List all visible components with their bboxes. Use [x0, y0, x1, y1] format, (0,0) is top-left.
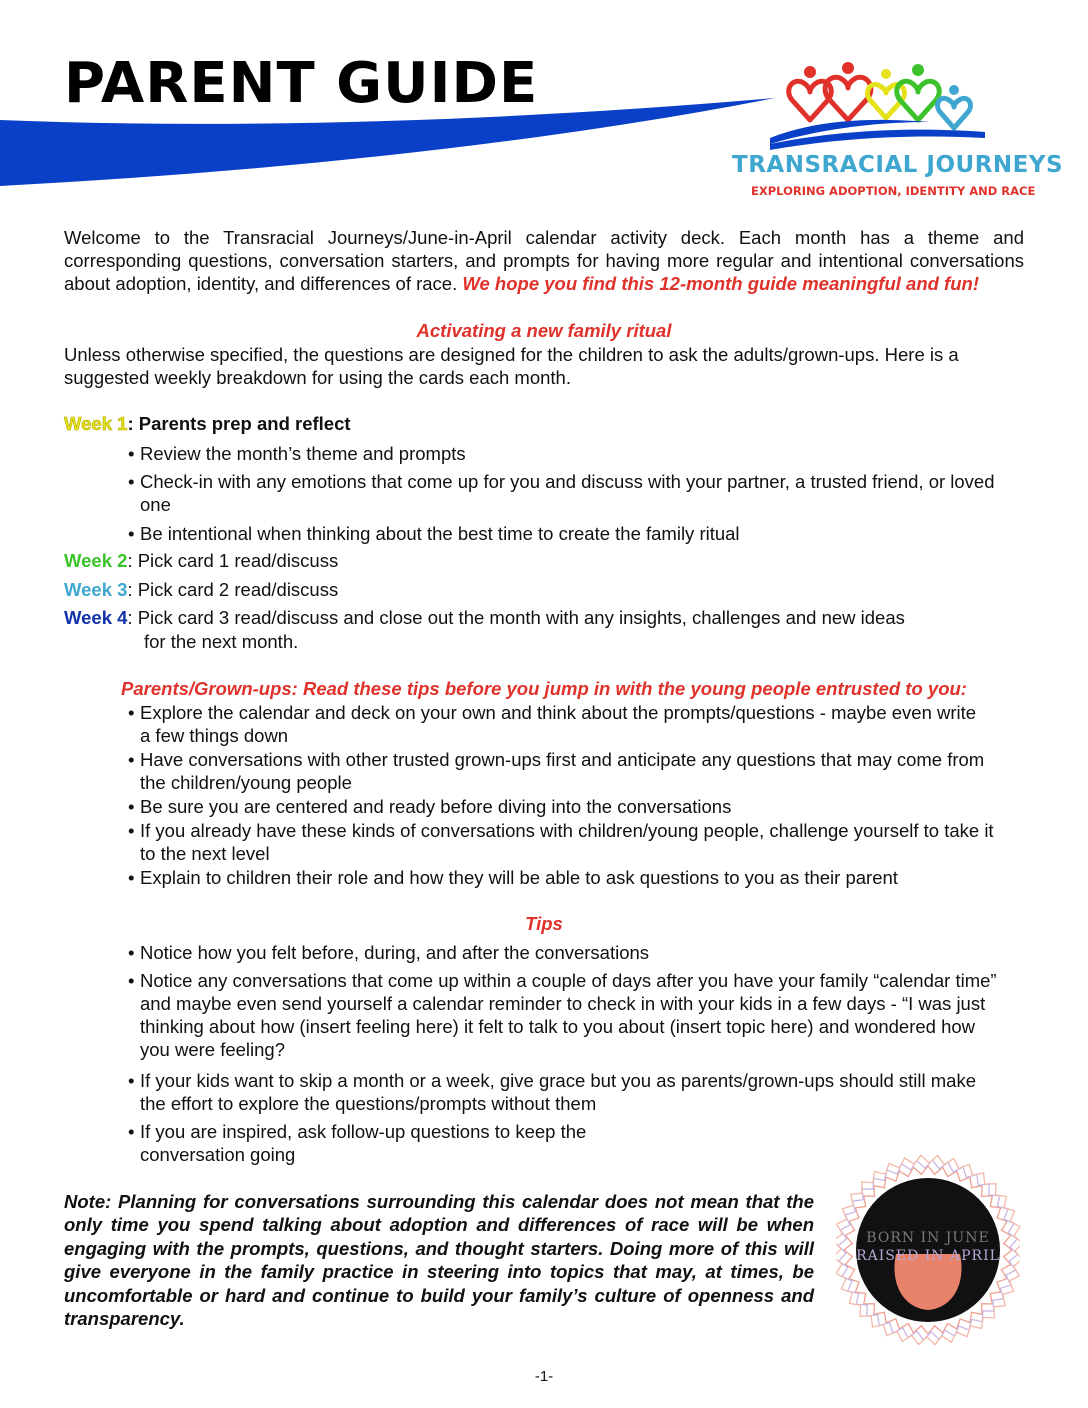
week-4-text: : Pick card 3 read/discuss and close out the month with any insights, challenges and new ideas: [127, 607, 905, 628]
tips-bullet: • Notice any conversations that come up within a couple of days after you have your family “calendar time” and maybe even send yourself a calendar reminder to check in with your kids in a few days - “I was just thinking about how (insert feeling here) it felt to talk to you about (insert topic here) and wondered how you were feeling?: [128, 970, 997, 1060]
header-swoosh: [0, 90, 780, 200]
parents-bullet: • Explore the calendar and deck on your own and think about the prompts/questions - maybe even write a few things down: [128, 702, 977, 746]
week-4-label: Week 4: [64, 607, 128, 628]
intro-paragraph: [64, 226, 1024, 295]
page-title: PARENT GUIDE: [64, 51, 539, 116]
week-3-row: [64, 578, 338, 602]
badge-line-2: RAISED IN APRIL: [856, 1248, 1000, 1264]
week-2-label: Week 2: [64, 550, 128, 571]
week-1-row: [64, 412, 351, 436]
week-1-label: Week 1: [64, 413, 128, 434]
intro-text: Welcome to the Transracial Journeys/June-in-April calendar activity deck. Each month has a theme and corresponding questions, conversation starters, and prompts for having more regular and intentional conversations about adoption, identity, and differences of race.: [64, 227, 1024, 294]
closing-note: Note: Planning for conversations surrounding this calendar does not mean that the only time you spend talking about adoption and differences of race will be when engaging with the prompts, questions, and thought starters. Doing more of this will give everyone in the family practice in steering into topics that may, at times, be uncomfortable or hard and continue to build your family’s culture of openness and transparency.: [64, 1191, 814, 1330]
tips-bullet: • Notice how you felt before, during, and after the conversations: [128, 942, 650, 963]
week-2-text: : Pick card 1 read/discuss: [127, 550, 339, 571]
ritual-heading: Activating a new family ritual: [416, 320, 672, 341]
badge-line-1: BORN IN JUNE: [866, 1230, 990, 1246]
intro-highlight: We hope you find this 12-month guide meaningful and fun!: [462, 273, 979, 294]
parents-heading: Parents/Grown-ups: Read these tips before you jump in with the young people entrusted to you:: [121, 678, 967, 699]
tips-bullet: • If your kids want to skip a month or a week, give grace but you as parents/grown-ups should still make the effort to explore the questions/prompts without them: [128, 1070, 976, 1114]
week-1-bullet: • Check-in with any emotions that come up for you and discuss with your partner, a trusted friend, or loved one: [128, 471, 995, 515]
week-1-bullet: • Be intentional when thinking about the best time to create the family ritual: [128, 523, 740, 544]
hearts-logo: [770, 60, 990, 150]
week-1-bullet: • Review the month’s theme and prompts: [128, 443, 466, 464]
logo-name: TRANSRACIAL JOURNEYS: [732, 152, 1064, 178]
logo-tagline: EXPLORING ADOPTION, IDENTITY AND RACE: [751, 184, 1036, 198]
week-3-label: Week 3: [64, 579, 128, 600]
parents-bullet: • Have conversations with other trusted grown-ups first and anticipate any questions that may come from the children/young people: [128, 749, 985, 793]
week-4-row: [64, 606, 1024, 630]
parents-bullet: • Explain to children their role and how they will be able to ask questions to you as their parent: [128, 867, 898, 888]
week-3-text: : Pick card 2 read/discuss: [127, 579, 339, 600]
week-4-continuation: for the next month.: [144, 631, 299, 652]
born-in-june-badge: [836, 1150, 1020, 1350]
tips-bullet: • If you are inspired, ask follow-up questions to keep the conversation going: [128, 1121, 587, 1165]
ritual-text: Unless otherwise specified, the questions are designed for the children to ask the adults/grown-ups. Here is a suggested weekly breakdown for using the cards each month.: [64, 344, 959, 388]
week-1-title: : Parents prep and reflect: [127, 413, 351, 434]
tips-heading: Tips: [525, 913, 563, 934]
parents-bullet: • If you already have these kinds of conversations with children/young people, challenge yourself to take it to the next level: [128, 820, 994, 864]
page-number: -1-: [534, 1368, 554, 1385]
parents-bullet: • Be sure you are centered and ready before diving into the conversations: [128, 796, 732, 817]
week-2-row: [64, 549, 338, 573]
